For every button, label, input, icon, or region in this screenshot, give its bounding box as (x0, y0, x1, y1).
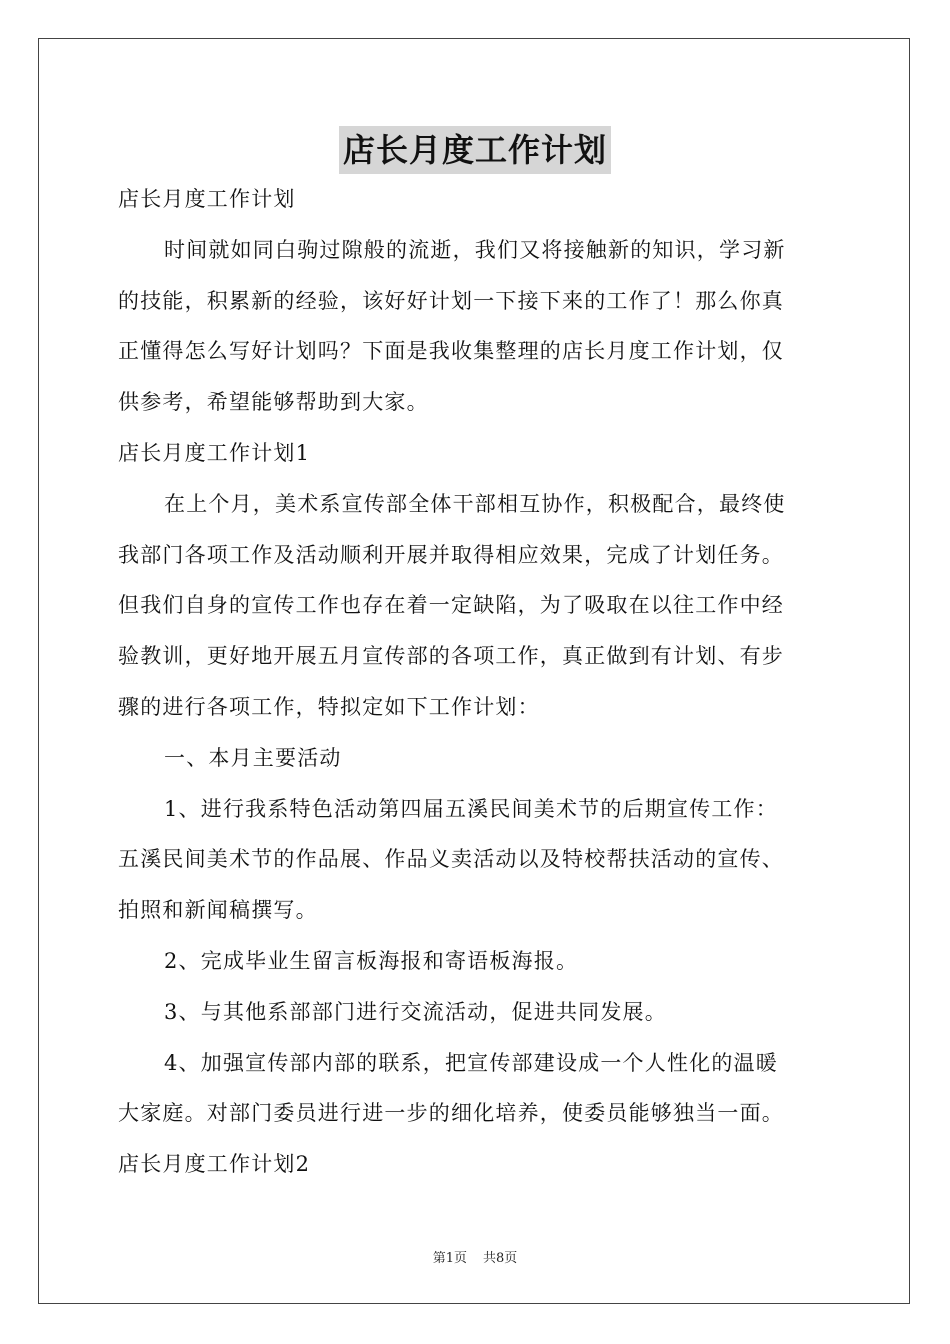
text-line: 2、完成毕业生留言板海报和寄语板海报。 (164, 948, 579, 973)
text-line: 五溪民间美术节的作品展、作品义卖活动以及特校帮扶活动的宣传、 (118, 847, 784, 872)
text-line: 在上个月，美术系宣传部全体干部相互协作，积极配合，最终使 (164, 491, 786, 516)
text-line: 验教训，更好地开展五月宣传部的各项工作，真正做到有计划、有步 (118, 644, 784, 669)
page-number: 第1页 (432, 1251, 467, 1266)
text-line: 时间就如同白驹过隙般的流逝，我们又将接触新的知识，学习新 (164, 237, 786, 262)
document-title: 店长月度工作计划 (339, 126, 611, 174)
text-line: 但我们自身的宣传工作也存在着一定缺陷，为了吸取在以往工作中经 (118, 593, 784, 618)
text-line: 店长月度工作计划1 (118, 440, 311, 465)
page-footer (0, 1247, 950, 1266)
document-title-container (0, 126, 950, 180)
text-line: 的技能，积累新的经验，该好好计划一下接下来的工作了！那么你真 (118, 288, 784, 313)
text-line: 1、进行我系特色活动第四届五溪民间美术节的后期宣传工作： (164, 796, 778, 821)
text-line: 店长月度工作计划 (118, 187, 296, 211)
text-line: 大家庭。对部门委员进行进一步的细化培养，使委员能够独当一面。 (118, 1101, 784, 1126)
text-line: 4、加强宣传部内部的联系，把宣传部建设成一个人性化的温暖 (164, 1050, 778, 1075)
text-line: 供参考，希望能够帮助到大家。 (118, 390, 429, 415)
text-line: 正懂得怎么写好计划吗？下面是我收集整理的店长月度工作计划，仅 (118, 339, 784, 364)
page-total: 共8页 (483, 1251, 518, 1266)
text-line: 一、本月主要活动 (164, 745, 342, 770)
text-line: 店长月度工作计划2 (118, 1152, 311, 1177)
text-line: 骤的进行各项工作，特拟定如下工作计划： (118, 694, 540, 719)
text-line: 3、与其他系部部门进行交流活动，促进共同发展。 (164, 999, 667, 1024)
text-line: 拍照和新闻稿撰写。 (118, 898, 318, 923)
text-line: 我部门各项工作及活动顺利开展并取得相应效果，完成了计划任务。 (118, 542, 784, 567)
document-body (118, 174, 840, 1190)
